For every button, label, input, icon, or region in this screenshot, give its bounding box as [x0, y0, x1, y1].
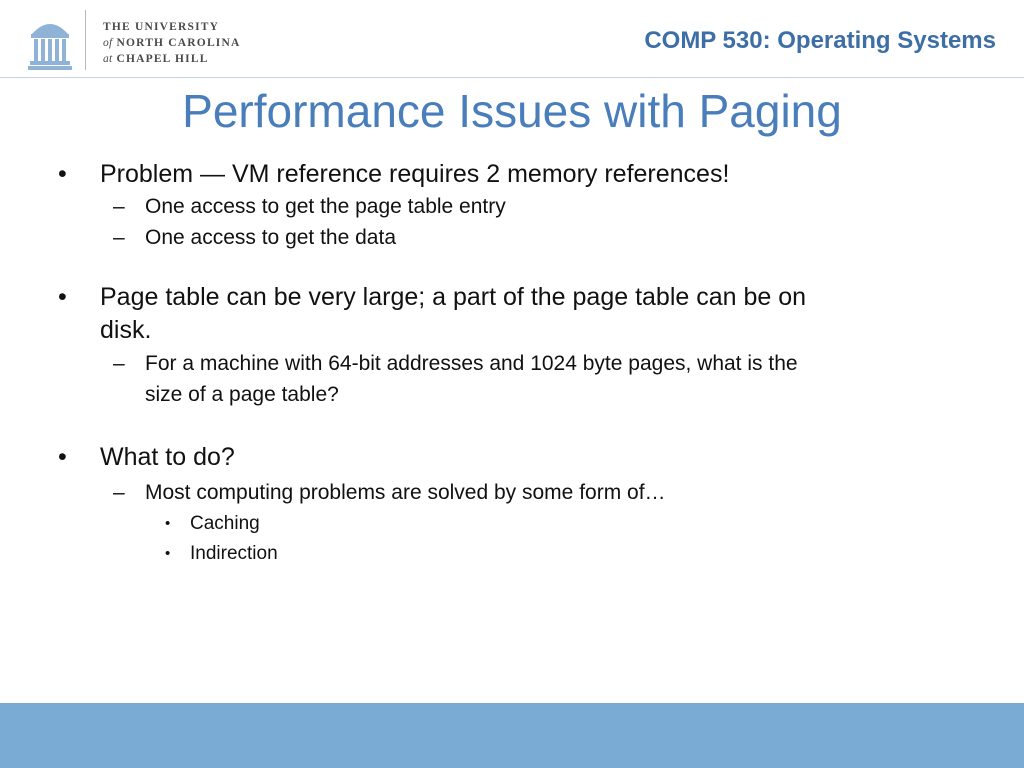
- bullet-1-sub-1: One access to get the page table entry: [145, 195, 506, 218]
- dash-icon: –: [113, 195, 125, 218]
- bullet-2-text-line-1: Page table can be very large; a part of the page table can be on: [100, 283, 807, 311]
- bullet-3-sub-1-item-1: Caching: [190, 513, 260, 534]
- wordmark-north-carolina: NORTH CAROLINA: [116, 37, 241, 49]
- wordmark-of: of: [103, 37, 113, 49]
- slide-title: Performance Issues with Paging: [182, 85, 842, 137]
- bullet-2-sub-1-line-1: For a machine with 64-bit addresses and 1024 byte pages, what is the: [145, 352, 798, 375]
- wordmark-at: at: [103, 53, 113, 65]
- bullet-1-sub-2: One access to get the data: [145, 226, 396, 249]
- bullet-1-text: Problem — VM reference requires 2 memory references!: [100, 160, 730, 188]
- wordmark-line-1: THE UNIVERSITY: [103, 21, 220, 33]
- dash-icon: –: [113, 481, 125, 504]
- wordmark-chapel-hill: CHAPEL HILL: [116, 53, 209, 65]
- small-bullet-icon: •: [165, 515, 171, 532]
- footer-band: [0, 703, 1024, 768]
- bullet-3-sub-1: Most computing problems are solved by some form of…: [145, 481, 666, 504]
- bullet-dot-icon: •: [58, 443, 67, 471]
- bullet-3-text: What to do?: [100, 443, 235, 471]
- dash-icon: –: [113, 226, 125, 249]
- small-bullet-icon: •: [165, 545, 171, 562]
- bullet-dot-icon: •: [58, 160, 67, 188]
- bullet-2-sub-1-line-2: size of a page table?: [145, 383, 339, 406]
- dash-icon: –: [113, 352, 125, 375]
- bullet-2-text-line-2: disk.: [100, 316, 152, 344]
- bullet-dot-icon: •: [58, 283, 67, 311]
- bullet-3-sub-1-item-2: Indirection: [190, 543, 278, 564]
- course-title: COMP 530: Operating Systems: [644, 27, 996, 54]
